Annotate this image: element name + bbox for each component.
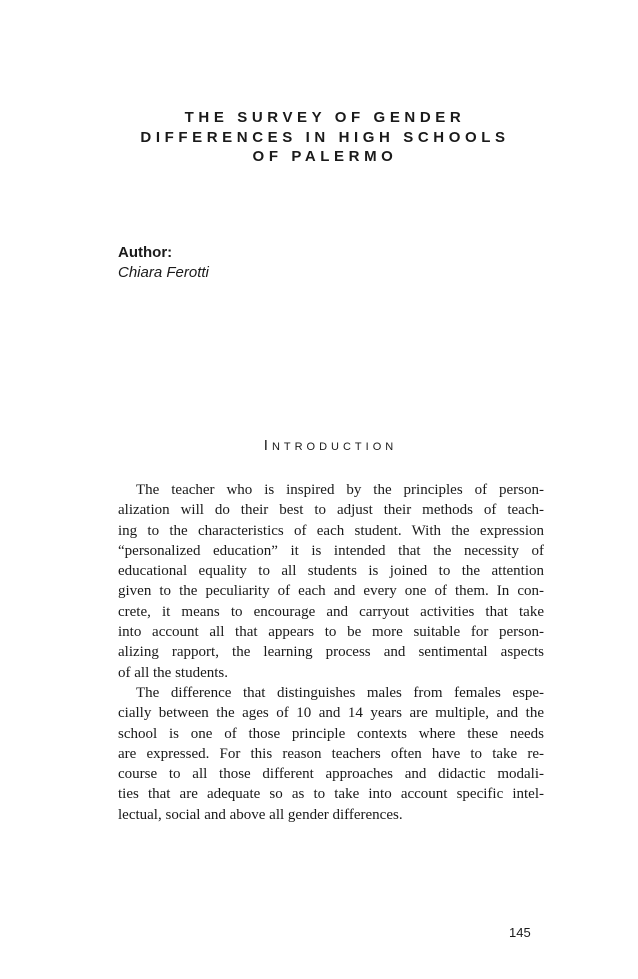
- page-number: 145: [509, 925, 531, 940]
- body-line: lectual, social and above all gender differences.: [118, 806, 403, 823]
- body-line: crete, it means to encourage and carryout activities that take: [118, 603, 544, 620]
- body-line: given to the peculiarity of each and every one of them. In con-: [118, 583, 544, 600]
- body-line: “personalized education” it is intended that the necessity of: [118, 542, 544, 559]
- author-name: Chiara Ferotti: [118, 264, 209, 281]
- body-line: The teacher who is inspired by the principles of person-: [136, 482, 544, 498]
- body-line: are expressed. For this reason teachers often have to take re-: [118, 745, 544, 762]
- body-line: cially between the ages of 10 and 14 years are multiple, and the: [118, 705, 544, 722]
- body-line: course to all those different approaches and didactic modali-: [118, 766, 544, 783]
- body-line: alization will do their best to adjust their methods of teach-: [118, 502, 544, 519]
- body-line: into account all that appears to be more suitable for person-: [118, 624, 544, 641]
- body-line: alizing rapport, the learning process and sentimental aspects: [118, 644, 544, 661]
- section-heading-initial: I: [263, 437, 272, 454]
- page-title: [100, 108, 550, 167]
- body-line: The difference that distinguishes males from females espe-: [136, 684, 544, 701]
- section-heading: [118, 437, 543, 454]
- body-line: ing to the characteristics of each student. With the expression: [118, 522, 544, 539]
- body-line: ties that are adequate so as to take into account specific intel-: [118, 786, 544, 803]
- body-text: [118, 480, 544, 825]
- title-line: OF PALERMO: [252, 148, 398, 165]
- body-line: educational equality to all students is joined to the attention: [118, 563, 544, 580]
- author-label: Author:: [118, 244, 173, 261]
- title-line: THE SURVEY OF GENDER: [184, 109, 466, 126]
- body-line: of all the students.: [118, 664, 228, 681]
- body-line: school is one of those principle contexts where these needs: [118, 725, 544, 742]
- section-heading-rest: NTRODUCTION: [271, 441, 398, 453]
- title-line: DIFFERENCES IN HIGH SCHOOLS: [140, 128, 510, 146]
